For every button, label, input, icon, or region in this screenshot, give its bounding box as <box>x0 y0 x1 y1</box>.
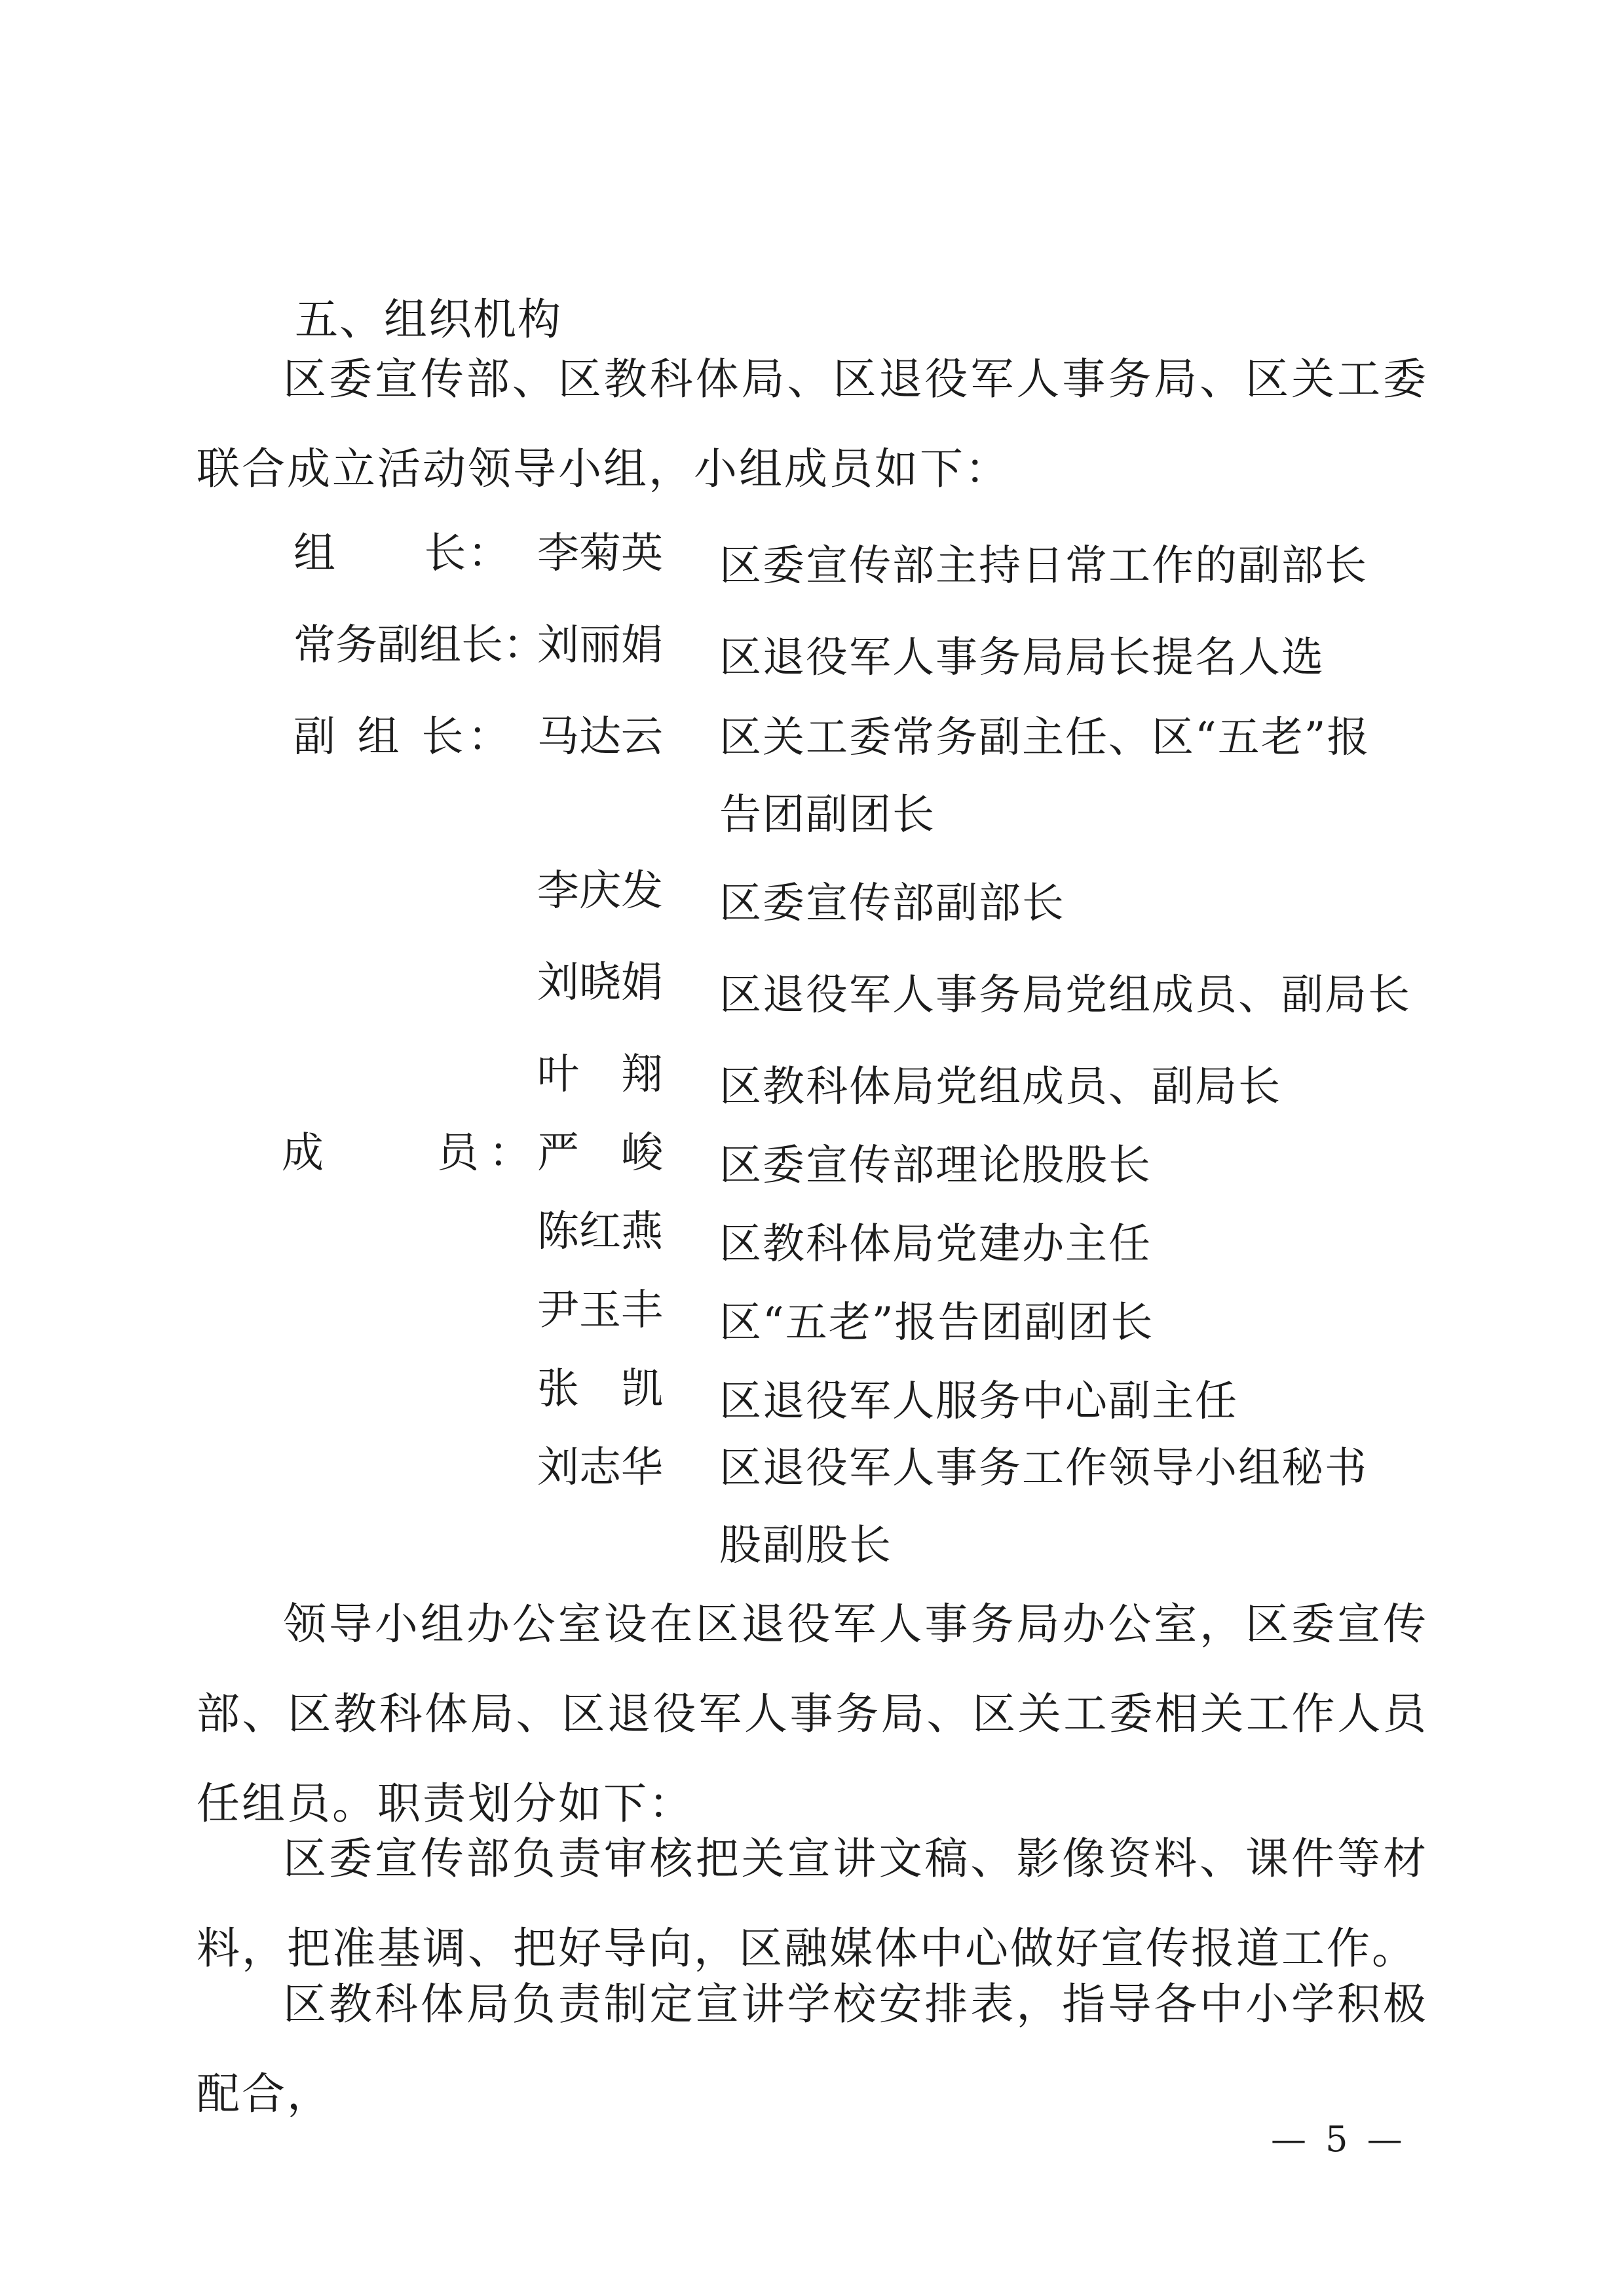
member-position: 区关工委常务副主任、区“五老”报告团副团长 <box>719 714 1370 839</box>
education-paragraph: 区教科体局负责制定宣讲学校安排表，指导各中小学积极配合， <box>197 1979 1428 2119</box>
member-position: 区委宣传部理论股股长 <box>719 1141 1152 1190</box>
member-name: 严 峻 <box>537 1129 663 1177</box>
member-position: 区教科体局党建办主任 <box>719 1220 1152 1269</box>
member-row <box>0 711 1624 868</box>
member-position: 区委宣传部主持日常工作的副部长 <box>719 542 1368 590</box>
member-row <box>0 1048 1624 1127</box>
member-row <box>0 957 1624 1035</box>
member-row <box>0 1206 1624 1284</box>
member-name: 李菊英 <box>537 529 663 578</box>
member-position: 区退役军人事务局党组成员、副局长 <box>719 971 1411 1020</box>
member-position: 区退役军人服务中心副主任 <box>719 1377 1238 1426</box>
member-name: 张 凯 <box>537 1365 663 1413</box>
member-role: 成 员： <box>282 1129 531 1177</box>
member-name: 刘志华 <box>537 1444 663 1492</box>
member-row <box>0 619 1624 698</box>
member-row <box>0 1127 1624 1206</box>
member-position: 区“五老”报告团副团长 <box>719 1299 1154 1347</box>
member-row <box>0 865 1624 944</box>
member-name: 叶 翔 <box>537 1050 663 1099</box>
member-row <box>0 1442 1624 1599</box>
member-name: 李庆发 <box>537 867 663 915</box>
member-name: 马达云 <box>537 713 663 761</box>
member-position: 区退役军人事务局局长提名人选 <box>719 634 1325 682</box>
section-heading: 五、组织机构 <box>295 294 562 345</box>
member-name: 陈红燕 <box>537 1208 663 1256</box>
member-position: 区委宣传部副部长 <box>719 879 1065 928</box>
member-position: 区教科体局党组成员、副局长 <box>719 1063 1281 1111</box>
intro-paragraph: 区委宣传部、区教科体局、区退役军人事务局、区关工委联合成立活动领导小组，小组成员如下： <box>197 354 1428 494</box>
member-row <box>0 527 1624 606</box>
member-position: 区退役军人事务工作领导小组秘书股副股长 <box>719 1444 1368 1570</box>
member-role: 常务副组长： <box>293 621 545 670</box>
member-name: 尹玉丰 <box>537 1286 663 1335</box>
member-role: 副 组 长： <box>293 713 510 761</box>
propaganda-paragraph: 区委宣传部负责审核把关宣讲文稿、影像资料、课件等材料，把准基调、把好导向，区融媒体中心做好宣传报道工作。 <box>197 1833 1428 1974</box>
member-role: 组 长： <box>293 529 510 578</box>
member-name: 刘丽娟 <box>537 621 663 670</box>
member-row <box>0 1284 1624 1363</box>
office-paragraph: 领导小组办公室设在区退役军人事务局办公室，区委宣传部、区教科体局、区退役军人事务局、区关工委相关工作人员任组员。职责划分如下： <box>197 1599 1428 1829</box>
member-name: 刘晓娟 <box>537 959 663 1007</box>
page-number: — 5 — <box>1271 2118 1407 2160</box>
